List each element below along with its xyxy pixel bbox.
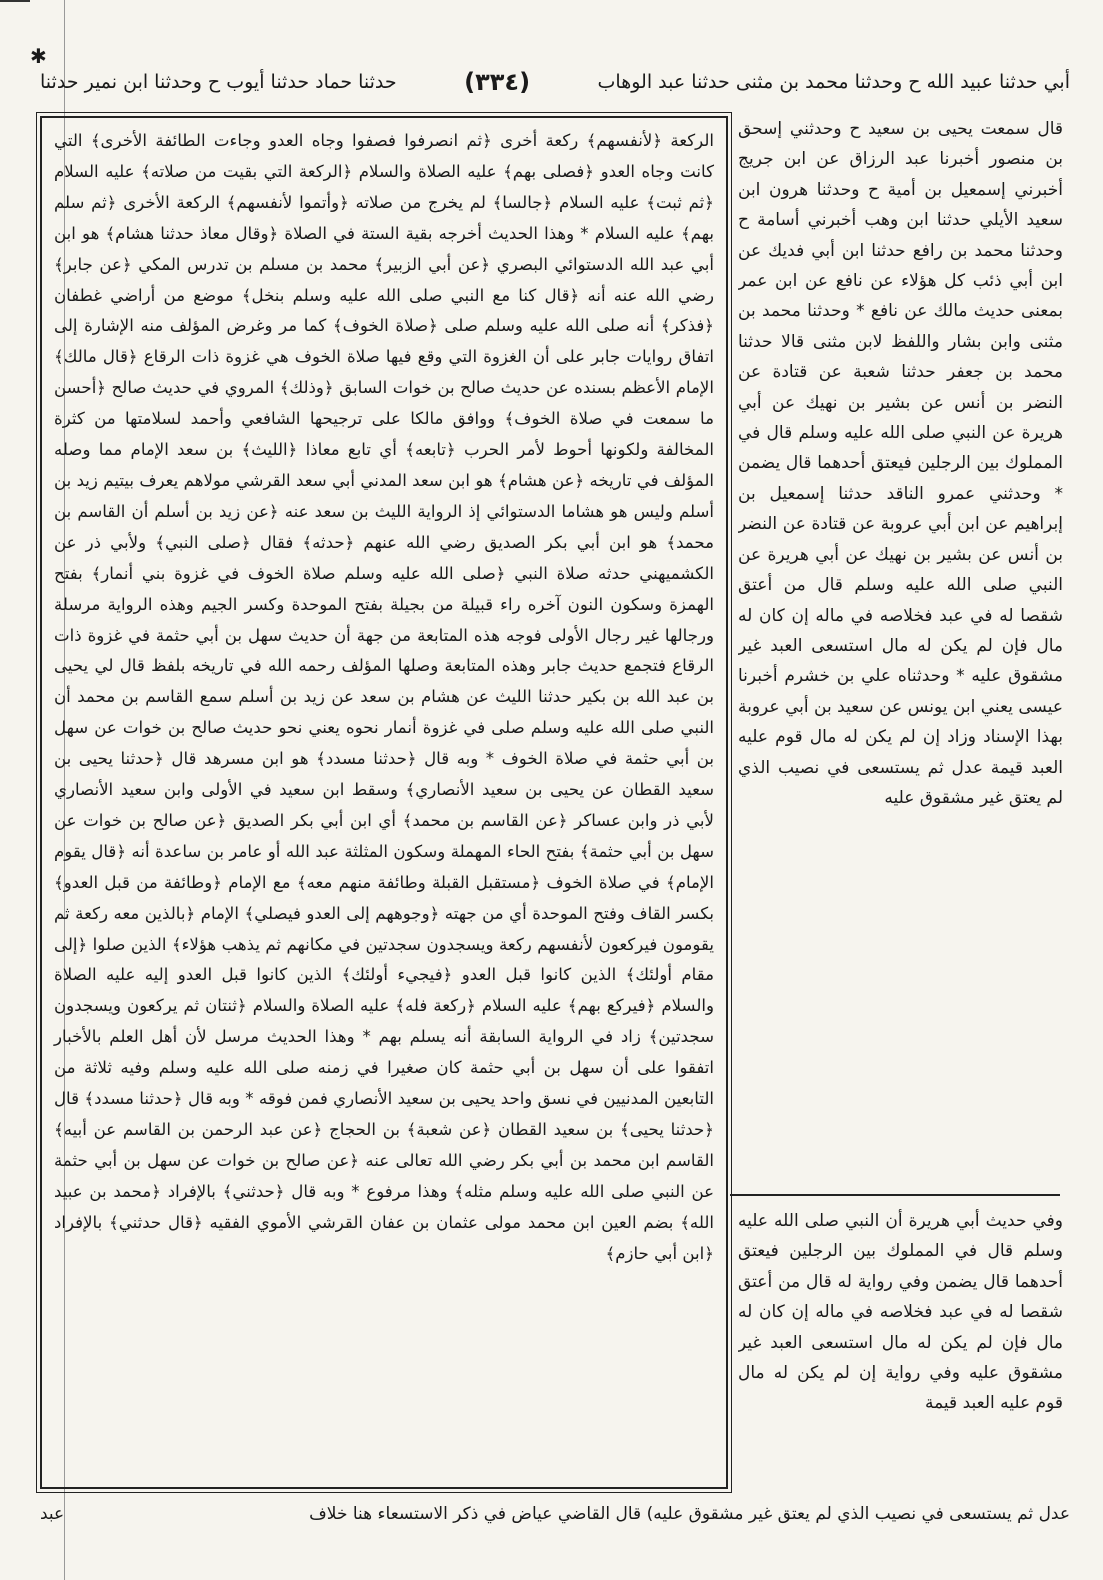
- side-divider: [730, 1194, 1060, 1196]
- header-right-text: أبي حدثنا عبيد الله ح وحدثنا محمد بن مثنى حدثنا عبد الوهاب: [597, 71, 1070, 93]
- page-footer: [40, 1504, 1070, 1540]
- page-header: [40, 62, 1070, 102]
- header-left-text: حدثنا حماد حدثنا أيوب ح وحدثنا ابن نمير حدثنا: [40, 71, 397, 93]
- main-text-box: [40, 116, 728, 1489]
- side-top-text: قال سمعت يحيى بن سعيد ح وحدثني إسحق بن منصور أخبرنا عبد الرزاق عن ابن جريج أخبرني إسمعيل بن أمية ح وحدثنا هرون ابن سعيد الأيلي حدثنا ابن وهب أخبرني أسامة ح وحدثنا محمد بن رافع حدثنا ابن أبي فديك عن ابن أبي ذئب كل هؤلاء عن نافع عن ابن عمر بمعنى حديث مالك عن نافع * وحدثنا محمد بن مثنى وابن بشار واللفظ لابن مثنى قالا حدثنا محمد بن جعفر حدثنا شعبة عن قتادة عن النضر بن أنس عن بشير بن نهيك عن أبي هريرة عن النبي صلى الله عليه وسلم قال في المملوك بين الرجلين فيعتق أحدهما قال يضمن * وحدثني عمرو الناقد حدثنا إسمعيل بن إبراهيم عن ابن أبي عروبة عن قتادة عن النضر بن أنس عن بشير بن نهيك عن أبي هريرة عن النبي صلى الله عليه وسلم قال من أعتق شقصا له في عبد فخلاصه في ماله إن كان له مال فإن لم يكن له مال استسعى العبد غير مشقوق عليه * وحدثناه علي بن خشرم أخبرنا عيسى يعني ابن يونس عن سعيد بن أبي عروبة بهذا الإسناد وزاد إن لم يكن له مال قوم عليه العبد قيمة عدل ثم يستسعى في نصيب الذي لم يعتق غير مشقوق عليه: [738, 119, 1063, 808]
- main-text: الركعة ﴿لأنفسهم﴾ ركعة أخرى ﴿ثم انصرفوا فصفوا وجاه العدو وجاءت الطائفة الأخرى﴾ التي كانت وجاه العدو ﴿فصلى بهم﴾ عليه الصلاة والسلام ﴿الركعة التي بقيت من صلاته﴾ عليه السلام ﴿ثم ثبت﴾ عليه السلام ﴿جالسا﴾ لم يخرج من صلاته ﴿وأتموا لأنفسهم﴾ الركعة الأخرى ﴿ثم سلم بهم﴾ عليه السلام * وهذا الحديث أخرجه بقية الستة في الصلاة ﴿وقال معاذ حدثنا هشام﴾ هو ابن أبي عبد الله الدستوائي البصري ﴿عن أبي الزبير﴾ محمد بن مسلم بن تدرس المكي ﴿عن جابر﴾ رضي الله عنه أنه ﴿قال كنا مع النبي صلى الله عليه وسلم بنخل﴾ موضع من أراضي غطفان ﴿فذكر﴾ أنه صلى الله عليه وسلم صلى ﴿صلاة الخوف﴾ كما مر وغرض المؤلف منه الإشارة إلى اتفاق روايات جابر على أن الغزوة التي وقع فيها صلاة الخوف هي غزوة ذات الرقاع ﴿قال مالك﴾ الإمام الأعظم بسنده عن حديث صالح بن خوات السابق ﴿وذلك﴾ المروي في حديث صالح ﴿أحسن ما سمعت في صلاة الخوف﴾ ووافق مالكا على ترجيحها الشافعي وأحمد لسلامتها من كثرة المخالفة ولكونها أحوط لأمر الحرب ﴿تابعه﴾ أي تابع معاذا ﴿الليث﴾ بن سعد الإمام مما وصله المؤلف في تاريخه ﴿عن هشام﴾ هو ابن سعد المدني أبي سعد القرشي مولاهم يعرف بيتيم زيد بن أسلم وليس هو هشاما الدستوائي إذ الرواية الليث بن سعد عنه ﴿عن زيد بن أسلم أن القاسم بن محمد﴾ هو ابن أبي بكر الصديق رضي الله عنهم ﴿حدثه﴾ فقال ﴿صلى النبي﴾ ولأبي ذر عن الكشميهني حدثه صلاة النبي ﴿صلى الله عليه وسلم صلاة الخوف في غزوة بني أنمار﴾ بفتح الهمزة وسكون النون آخره راء قبيلة من بجيلة بفتح الموحدة وكسر الجيم وهذه الرواية مرسلة ورجالها غير رجال الأولى فوجه هذه المتابعة من جهة أن حديث سهل بن أبي حثمة في غزوة ذات الرقاع فتجمع حديث جابر وهذه المتابعة وصلها المؤلف رحمه الله في تاريخه بلفظ قال لي يحيى بن عبد الله بن بكير حدثنا الليث عن هشام بن سعد عن زيد بن أسلم سمع القاسم بن محمد أن النبي صلى الله عليه وسلم صلى في غزوة أنمار نحوه يعني نحو حديث صالح بن خوات عن سهل بن أبي حثمة في صلاة الخوف * وبه قال ﴿حدثنا مسدد﴾ هو ابن مسرهد قال ﴿حدثنا يحيى بن سعيد القطان عن يحيى بن سعيد الأنصاري﴾ وسقط ابن سعيد في الأولى وابن سعيد الأنصاري لأبي ذر وابن عساكر ﴿عن القاسم بن محمد﴾ أي ابن أبي بكر الصديق ﴿عن صالح بن خوات عن سهل بن أبي حثمة﴾ بفتح الحاء المهملة وسكون المثلثة عبد الله أو عامر بن ساعدة أنه ﴿قال يقوم الإمام﴾ في صلاة الخوف ﴿مستقبل القبلة وطائفة منهم معه﴾ مع الإمام ﴿وطائفة من قبل العدو﴾ بكسر القاف وفتح الموحدة أي من جهته ﴿وجوههم إلى العدو فيصلي﴾ الإمام ﴿بالذين معه ركعة ثم يقومون فيركعون لأنفسهم ركعة ويسجدون سجدتين في مكانهم ثم يذهب هؤلاء﴾ الذين صلوا ﴿إلى مقام أولئك﴾ الذين كانوا قبل العدو ﴿فيجيء أولئك﴾ الذين كانوا قبل العدو إليه عليه الصلاة والسلام ﴿فيركع بهم﴾ عليه السلام ﴿ركعة فله﴾ عليه الصلاة والسلام ﴿ثنتان ثم يركعون ويسجدون سجدتين﴾ زاد في الرواية السابقة أنه يسلم بهم * وهذا الحديث مرسل لأن أهل العلم بالأخبار اتفقوا على أن سهل بن أبي حثمة كان صغيرا في زمنه صلى الله عليه وسلم وفيه ثلاثة من التابعين المدنيين في نسق واحد يحيى بن سعيد الأنصاري فمن فوقه * وبه قال ﴿حدثنا مسدد﴾ قال ﴿حدثنا يحيى﴾ بن سعيد القطان ﴿عن شعبة﴾ بن الحجاج ﴿عن عبد الرحمن بن القاسم عن أبيه﴾ القاسم ابن محمد بن أبي بكر رضي الله تعالى عنه ﴿عن صالح بن خوات عن سهل بن أبي حثمة عن النبي صلى الله عليه وسلم مثله﴾ وهذا مرفوع * وبه قال ﴿حدثني﴾ بالإفراد ﴿محمد بن عبيد الله﴾ بضم العين ابن محمد مولى عثمان بن عفان القرشي الأموي الفقيه ﴿قال حدثني﴾ بالإفراد ﴿ابن أبي حازم﴾: [54, 131, 714, 1263]
- footer-text: عدل ثم يستسعى في نصيب الذي لم يعتق غير مشقوق عليه) قال القاضي عياض في ذكر الاستسعاء هنا خلاف: [309, 1504, 1070, 1524]
- star-ornament-icon: ✱: [30, 44, 47, 68]
- catchword: عبد: [40, 1504, 65, 1524]
- page-number: (٣٣٤): [464, 68, 531, 96]
- side-column-bottom: [738, 1206, 1063, 1496]
- side-column-top: [738, 114, 1063, 1184]
- corner-mark: [0, 0, 30, 12]
- side-bottom-text: وفي حديث أبي هريرة أن النبي صلى الله عليه وسلم قال في المملوك بين الرجلين فيعتق أحدهما قال يضمن وفي رواية له قال من أعتق شقصا له في عبد فخلاصه في ماله إن كان له مال فإن لم يكن له مال استسعى العبد غير مشقوق عليه وفي رواية إن لم يكن له مال قوم عليه العبد قيمة: [738, 1211, 1063, 1414]
